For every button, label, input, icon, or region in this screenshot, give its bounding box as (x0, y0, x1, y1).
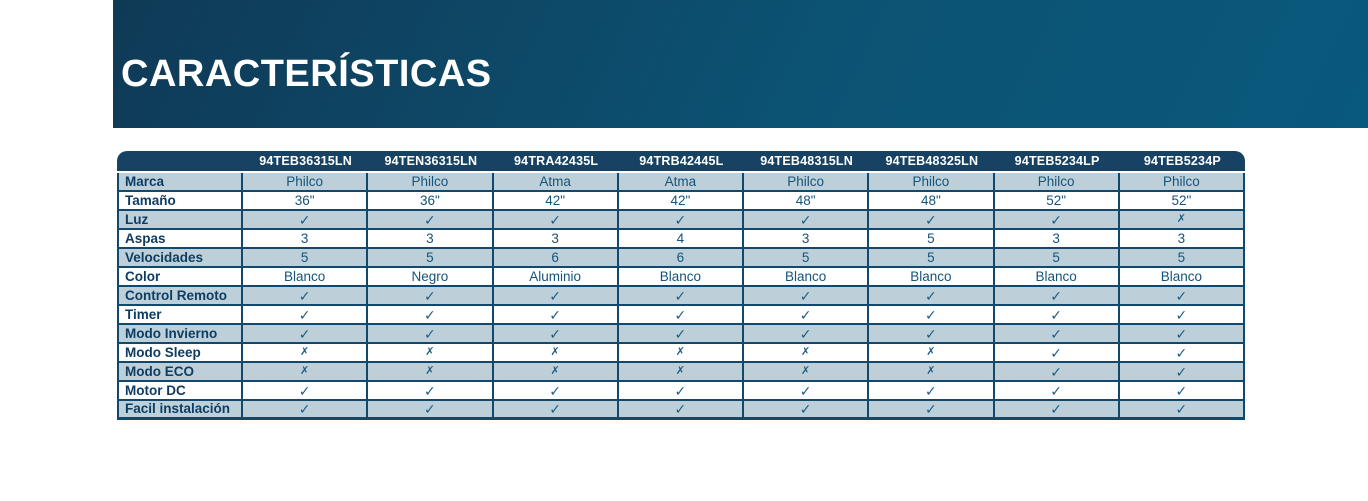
table-row (117, 211, 1245, 230)
row-label: Velocidades (117, 249, 243, 268)
feature-cell: ✓ (995, 287, 1120, 306)
feature-cell: ✗ (869, 363, 994, 382)
feature-cell: ✓ (368, 401, 493, 420)
feature-cell: 48" (869, 192, 994, 211)
feature-cell: 3 (494, 230, 619, 249)
feature-cell: ✓ (494, 211, 619, 230)
feature-cell: ✓ (368, 306, 493, 325)
table-row (117, 401, 1245, 420)
feature-cell: ✓ (744, 325, 869, 344)
feature-cell: ✗ (368, 344, 493, 363)
feature-cell: Atma (619, 173, 744, 192)
feature-cell: ✗ (243, 363, 368, 382)
feature-cell: Blanco (995, 268, 1120, 287)
feature-cell: Philco (744, 173, 869, 192)
row-label: Aspas (117, 230, 243, 249)
table-row (117, 287, 1245, 306)
row-label: Facil instalación (117, 401, 243, 420)
row-label: Modo Sleep (117, 344, 243, 363)
feature-cell: 5 (869, 249, 994, 268)
row-label: Timer (117, 306, 243, 325)
column-header: 94TRB42445L (619, 151, 744, 173)
feature-cell: 5 (368, 249, 493, 268)
table-row (117, 325, 1245, 344)
feature-cell: ✓ (494, 306, 619, 325)
feature-cell: 48" (744, 192, 869, 211)
feature-cell: 3 (1120, 230, 1245, 249)
feature-cell: 3 (744, 230, 869, 249)
table-row (117, 249, 1245, 268)
header-row (117, 151, 1245, 173)
feature-cell: 3 (243, 230, 368, 249)
feature-cell: ✗ (494, 363, 619, 382)
feature-cell: 6 (619, 249, 744, 268)
feature-cell: ✗ (744, 344, 869, 363)
feature-cell: ✓ (1120, 382, 1245, 401)
feature-cell: Blanco (619, 268, 744, 287)
feature-cell: Philco (869, 173, 994, 192)
table-row (117, 173, 1245, 192)
feature-cell: ✓ (619, 287, 744, 306)
feature-cell: ✓ (494, 382, 619, 401)
features-table-wrap (117, 151, 1245, 420)
feature-cell: ✓ (1120, 306, 1245, 325)
feature-cell: ✓ (869, 287, 994, 306)
feature-cell: Aluminio (494, 268, 619, 287)
feature-cell: ✓ (243, 401, 368, 420)
feature-cell: ✓ (1120, 363, 1245, 382)
feature-cell: ✓ (995, 211, 1120, 230)
feature-cell: ✓ (1120, 344, 1245, 363)
feature-cell: ✓ (744, 382, 869, 401)
feature-cell: ✓ (995, 382, 1120, 401)
row-label: Control Remoto (117, 287, 243, 306)
row-label: Luz (117, 211, 243, 230)
feature-cell: ✓ (744, 401, 869, 420)
feature-cell: ✗ (619, 344, 744, 363)
feature-cell: Philco (1120, 173, 1245, 192)
feature-cell: ✓ (619, 211, 744, 230)
feature-cell: ✗ (869, 344, 994, 363)
feature-cell: Atma (494, 173, 619, 192)
feature-cell: 42" (619, 192, 744, 211)
feature-cell: Blanco (1120, 268, 1245, 287)
row-label: Color (117, 268, 243, 287)
feature-cell: ✓ (995, 325, 1120, 344)
table-row (117, 306, 1245, 325)
feature-cell: ✓ (869, 382, 994, 401)
feature-cell: 52" (995, 192, 1120, 211)
feature-cell: ✓ (744, 287, 869, 306)
feature-cell: ✓ (995, 306, 1120, 325)
feature-cell: ✓ (243, 382, 368, 401)
feature-cell: Negro (368, 268, 493, 287)
feature-cell: ✓ (869, 325, 994, 344)
page-title: CARACTERÍSTICAS (121, 53, 492, 95)
feature-cell: 3 (995, 230, 1120, 249)
table-row (117, 192, 1245, 211)
table-row (117, 363, 1245, 382)
feature-cell: Blanco (744, 268, 869, 287)
feature-cell: ✗ (744, 363, 869, 382)
feature-cell: ✓ (368, 211, 493, 230)
table-body (117, 173, 1245, 420)
feature-cell: ✓ (995, 401, 1120, 420)
feature-cell: Blanco (869, 268, 994, 287)
feature-cell: Philco (243, 173, 368, 192)
feature-cell: ✓ (619, 306, 744, 325)
feature-cell: ✓ (494, 325, 619, 344)
features-table (117, 151, 1245, 420)
feature-cell: ✓ (619, 382, 744, 401)
row-label: Modo ECO (117, 363, 243, 382)
feature-cell: ✓ (869, 306, 994, 325)
feature-cell: 42" (494, 192, 619, 211)
feature-cell: ✗ (619, 363, 744, 382)
feature-cell: ✓ (494, 287, 619, 306)
feature-cell: ✓ (243, 325, 368, 344)
feature-cell: ✓ (869, 401, 994, 420)
feature-cell: ✓ (368, 325, 493, 344)
feature-cell: 5 (1120, 249, 1245, 268)
feature-cell: ✓ (243, 306, 368, 325)
feature-cell: Philco (995, 173, 1120, 192)
column-header: 94TRA42435L (494, 151, 619, 173)
feature-cell: ✓ (243, 287, 368, 306)
feature-cell: ✓ (1120, 325, 1245, 344)
feature-cell: 5 (744, 249, 869, 268)
row-label: Tamaño (117, 192, 243, 211)
feature-cell: 6 (494, 249, 619, 268)
feature-cell: 3 (368, 230, 493, 249)
feature-cell: ✓ (619, 325, 744, 344)
corner-cell (117, 151, 243, 173)
feature-cell: ✓ (368, 287, 493, 306)
feature-cell: Blanco (243, 268, 368, 287)
feature-cell: Philco (368, 173, 493, 192)
feature-cell: ✗ (1120, 211, 1245, 230)
feature-cell: ✓ (619, 401, 744, 420)
feature-cell: ✗ (494, 344, 619, 363)
feature-cell: 5 (243, 249, 368, 268)
feature-cell: 5 (995, 249, 1120, 268)
column-header: 94TEB48315LN (744, 151, 869, 173)
column-header: 94TEB5234LP (995, 151, 1120, 173)
column-header: 94TEN36315LN (368, 151, 493, 173)
column-header: 94TEB48325LN (869, 151, 994, 173)
row-label: Motor DC (117, 382, 243, 401)
table-row (117, 344, 1245, 363)
title-banner (113, 0, 1368, 128)
feature-cell: ✓ (243, 211, 368, 230)
column-header: 94TEB5234P (1120, 151, 1245, 173)
feature-cell: ✗ (368, 363, 493, 382)
feature-cell: ✓ (1120, 401, 1245, 420)
table-row (117, 382, 1245, 401)
feature-cell: 36" (243, 192, 368, 211)
feature-cell: ✗ (243, 344, 368, 363)
row-label: Modo Invierno (117, 325, 243, 344)
column-header: 94TEB36315LN (243, 151, 368, 173)
feature-cell: ✓ (995, 344, 1120, 363)
table-row (117, 230, 1245, 249)
feature-cell: 36" (368, 192, 493, 211)
feature-cell: 4 (619, 230, 744, 249)
feature-cell: ✓ (1120, 287, 1245, 306)
feature-cell: ✓ (494, 401, 619, 420)
feature-cell: ✓ (744, 211, 869, 230)
feature-cell: ✓ (995, 363, 1120, 382)
feature-cell: 52" (1120, 192, 1245, 211)
row-label: Marca (117, 173, 243, 192)
feature-cell: ✓ (368, 382, 493, 401)
feature-cell: 5 (869, 230, 994, 249)
feature-cell: ✓ (869, 211, 994, 230)
table-row (117, 268, 1245, 287)
feature-cell: ✓ (744, 306, 869, 325)
